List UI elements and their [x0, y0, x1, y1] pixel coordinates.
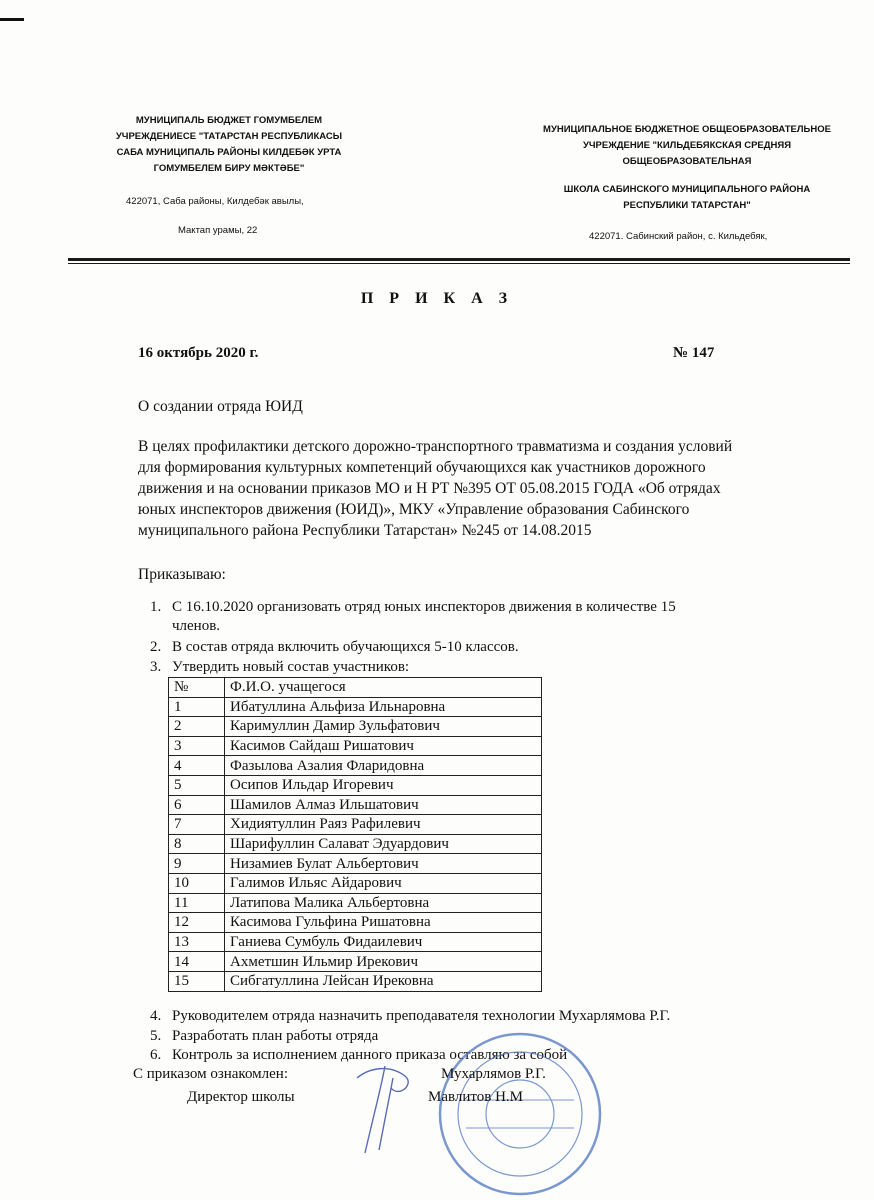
row-number: 13	[169, 932, 225, 952]
row-name: Шарифуллин Салават Эдуардович	[225, 834, 542, 854]
director-name: Мавлитов Н.М	[428, 1089, 524, 1105]
item-number: 5.	[150, 1028, 162, 1044]
row-name: Сибгатуллина Лейсан Ирековна	[225, 971, 542, 991]
item-text: Контроль за исполнением данного приказа оставляю за собой	[172, 1047, 568, 1063]
table-row	[169, 873, 542, 893]
row-name: Низамиев Булат Альбертович	[225, 854, 542, 874]
table-row	[169, 795, 542, 815]
order-number: № 147	[673, 345, 715, 361]
table-row	[169, 854, 542, 874]
table-row	[169, 756, 542, 776]
director-label: Директор школы	[187, 1089, 295, 1105]
row-name: Ганиева Сумбуль Фидаилевич	[225, 932, 542, 952]
director-signature	[345, 1058, 425, 1158]
header-left-line: МУНИЦИПАЛЬ БЮДЖЕТ ГОМУМБЕЛЕМ	[135, 115, 323, 126]
header-right-school-line: ШКОЛА САБИНСКОГО МУНИЦИПАЛЬНОГО РАЙОНА	[563, 184, 811, 195]
row-number: 4	[169, 756, 225, 776]
header-left	[98, 113, 360, 177]
row-number: 15	[169, 971, 225, 991]
row-number: 7	[169, 815, 225, 835]
order-word: Приказываю:	[138, 566, 226, 583]
acknowledgement-name: Мухарлямов Р.Г.	[441, 1066, 546, 1082]
row-name: Каримуллин Дамир Зульфатович	[225, 717, 542, 737]
row-number: 3	[169, 736, 225, 756]
row-number: 1	[169, 697, 225, 717]
header-right-line: ОБЩЕОБРАЗОВАТЕЛЬНАЯ	[622, 156, 752, 167]
row-number: 2	[169, 717, 225, 737]
table-header-row	[169, 678, 542, 698]
row-name: Касимов Сайдаш Ришатович	[225, 736, 542, 756]
header-right-school	[512, 182, 862, 214]
header-left-street: Мактап урамы, 22	[178, 225, 258, 236]
header-right-line: МУНИЦИПАЛЬНОЕ БЮДЖЕТНОЕ ОБЩЕОБРАЗОВАТЕЛЬНОЕ	[543, 124, 831, 135]
table-row	[169, 775, 542, 795]
table-row	[169, 717, 542, 737]
row-number: 6	[169, 795, 225, 815]
table-row	[169, 952, 542, 972]
table-header-cell: Ф.И.О. учащегося	[225, 678, 542, 698]
row-name: Хидиятуллин Раяз Рафилевич	[225, 815, 542, 835]
corner-mark	[0, 18, 24, 21]
item-text: Руководителем отряда назначить преподавателя технологии Мухарлямова Р.Г.	[172, 1008, 671, 1024]
row-number: 14	[169, 952, 225, 972]
table-row	[169, 834, 542, 854]
header-left-line: САБА МУНИЦИПАЛЬ РАЙОНЫ КИЛДЕБӘК УРТА	[116, 147, 342, 158]
item-number: 2.	[150, 639, 162, 655]
official-stamp	[436, 1030, 604, 1198]
item-text: С 16.10.2020 организовать отряд юных инспекторов движения в количестве 15	[172, 599, 676, 615]
preamble-line: В целях профилактики детского дорожно-транспортного травматизма и создания условий	[138, 438, 733, 455]
table-row	[169, 913, 542, 933]
table-row	[169, 893, 542, 913]
members-table	[168, 677, 542, 992]
table-row	[169, 815, 542, 835]
table-header-cell: №	[169, 678, 225, 698]
row-number: 8	[169, 834, 225, 854]
header-rule-thick	[68, 258, 850, 261]
table-row	[169, 736, 542, 756]
acknowledgement-label: С приказом ознакомлен:	[133, 1066, 289, 1082]
header-right-line: УЧРЕЖДЕНИЕ "КИЛЬДЕБЯКСКАЯ СРЕДНЯЯ	[582, 140, 792, 151]
row-name: Галимов Ильяс Айдарович	[225, 873, 542, 893]
table-row	[169, 932, 542, 952]
header-left-line: УЧРЕЖДЕНИЕСЕ "ТАТАРСТАН РЕСПУБЛИКАСЫ	[115, 131, 343, 142]
preamble-line: муниципального района Республики Татарстан» №245 от 14.08.2015	[138, 522, 592, 539]
header-right-address: 422071. Сабинский район, с. Кильдебяк,	[589, 231, 768, 242]
order-date: 16 октябрь 2020 г.	[138, 345, 259, 361]
row-number: 9	[169, 854, 225, 874]
preamble-line: юных инспекторов движения (ЮИД)», МКУ «Управление образования Сабинского	[138, 501, 690, 518]
table-row	[169, 697, 542, 717]
row-name: Осипов Ильдар Игоревич	[225, 775, 542, 795]
item-text: Разработать план работы отряда	[172, 1028, 379, 1044]
row-number: 5	[169, 775, 225, 795]
row-name: Ахметшин Ильмир Ирекович	[225, 952, 542, 972]
preamble	[138, 436, 828, 541]
row-name: Ибатуллина Альфиза Ильнаровна	[225, 697, 542, 717]
row-name: Шамилов Алмаз Ильшатович	[225, 795, 542, 815]
item-number: 4.	[150, 1008, 162, 1024]
header-right-school-line: РЕСПУБЛИКИ ТАТАРСТАН"	[623, 200, 751, 211]
item-number: 6.	[150, 1047, 162, 1063]
order-subject: О создании отряда ЮИД	[138, 398, 303, 415]
document-title: П Р И К А З	[360, 290, 514, 307]
header-right	[512, 122, 862, 170]
row-number: 10	[169, 873, 225, 893]
preamble-line: для формирования культурных компетенций обучающихся как участников дорожного	[138, 459, 706, 476]
table-row	[169, 971, 542, 991]
item-text: В состав отряда включить обучающихся 5-10 классов.	[172, 639, 519, 655]
item-text: Утвердить новый состав участников:	[172, 659, 410, 675]
preamble-line: движения и на основании приказов МО и Н РТ №395 ОТ 05.08.2015 ГОДА «Об отрядах	[138, 480, 721, 497]
row-number: 11	[169, 893, 225, 913]
row-name: Латипова Малика Альбертовна	[225, 893, 542, 913]
header-left-line: ГОМУМБЕЛЕМ БИРУ МӘКТӘБЕ"	[153, 163, 305, 174]
row-number: 12	[169, 913, 225, 933]
header-rule-thin	[68, 263, 850, 264]
header-left-address: 422071, Саба районы, Килдебәк авылы,	[126, 196, 304, 207]
row-name: Касимова Гульфина Ришатовна	[225, 913, 542, 933]
row-name: Фазылова Азалия Фларидовна	[225, 756, 542, 776]
item-text: членов.	[172, 618, 221, 634]
item-number: 1.	[150, 599, 162, 615]
item-number: 3.	[150, 659, 162, 675]
